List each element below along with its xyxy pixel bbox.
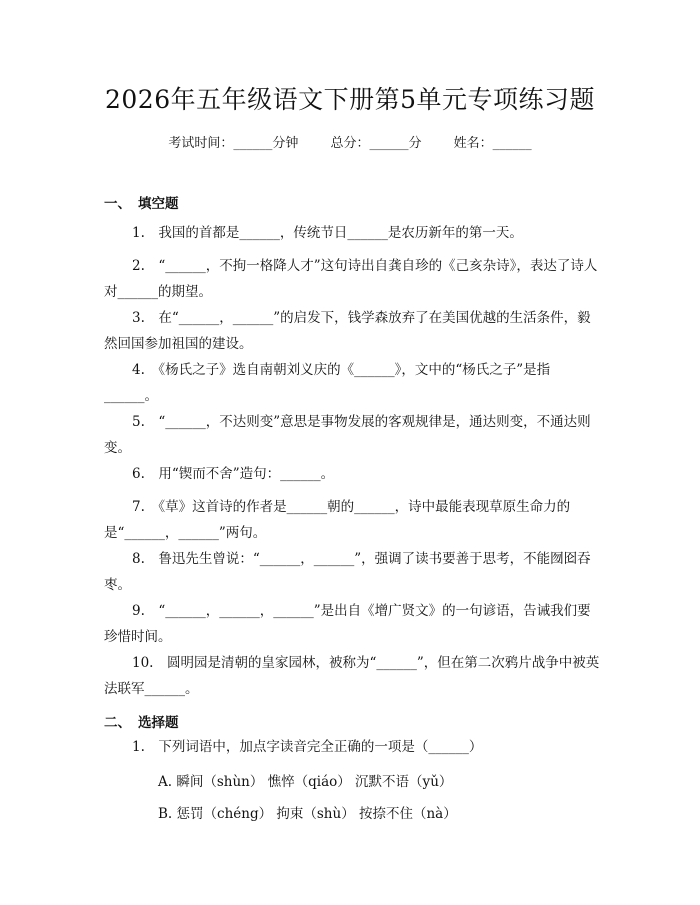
question-2: 2. “______，不拘一格降人才”这句诗出自龚自珍的《己亥杂诗》，表达了诗人对______的期望。 bbox=[104, 258, 598, 300]
choice-option-b: B. 惩罚（chéng） 拘束（shù） 按捺不住（nà） bbox=[158, 806, 457, 822]
choice-option-a: A. 瞬间（shùn） 憔悴（qiáo） 沉默不语（yǔ） bbox=[158, 774, 453, 790]
total-score: 总分：______分 bbox=[330, 136, 422, 151]
question-5: 5. “______，不达则变”意思是事物发展的客观规律是，通达则变，不通达则变。 bbox=[104, 414, 591, 456]
question-3: 3. 在“______，______”的启发下，钱学森放弃了在美国优越的生活条件，毅然回国参加祖国的建设。 bbox=[104, 310, 591, 352]
question-8: 8. 鲁迅先生曾说：“______，______”，强调了读书要善于思考，不能囫囵吞枣。 bbox=[104, 551, 591, 593]
question-4: 4. 《杨氏之子》选自南朝刘义庆的《______》，文中的“杨氏之子”是指______。 bbox=[104, 362, 551, 404]
question-6: 6. 用“锲而不舍”造句：______。 bbox=[132, 466, 335, 482]
choice-question-1: 1. 下列词语中，加点字读音完全正确的一项是（______） bbox=[132, 739, 483, 755]
section-heading-choice bbox=[104, 711, 179, 731]
section-number: 一、 bbox=[104, 196, 131, 212]
question-10: 10. 圆明园是清朝的皇家园林，被称为“______”，但在第二次鸦片战争中被英法联军______。 bbox=[104, 655, 600, 697]
section-label: 选择题 bbox=[138, 715, 179, 731]
page-title: 2026年五年级语文下册第5单元专项练习题 bbox=[104, 85, 596, 114]
section-number: 二、 bbox=[104, 715, 131, 731]
exam-info bbox=[0, 132, 700, 151]
student-name: 姓名：______ bbox=[453, 136, 532, 151]
question-7: 7. 《草》这首诗的作者是______朝的______，诗中最能表现草原生命力的是“______，______”两句。 bbox=[104, 499, 571, 541]
section-heading-fill bbox=[104, 192, 179, 212]
exam-time: 考试时间：______分钟 bbox=[168, 136, 299, 151]
section-label: 填空题 bbox=[138, 196, 179, 212]
question-1: 1. 我国的首都是______，传统节日______是农历新年的第一天。 bbox=[132, 225, 523, 241]
question-9: 9. “______，______，______”是出自《增广贤文》的一句谚语，告诫我们要珍惜时间。 bbox=[104, 603, 591, 645]
